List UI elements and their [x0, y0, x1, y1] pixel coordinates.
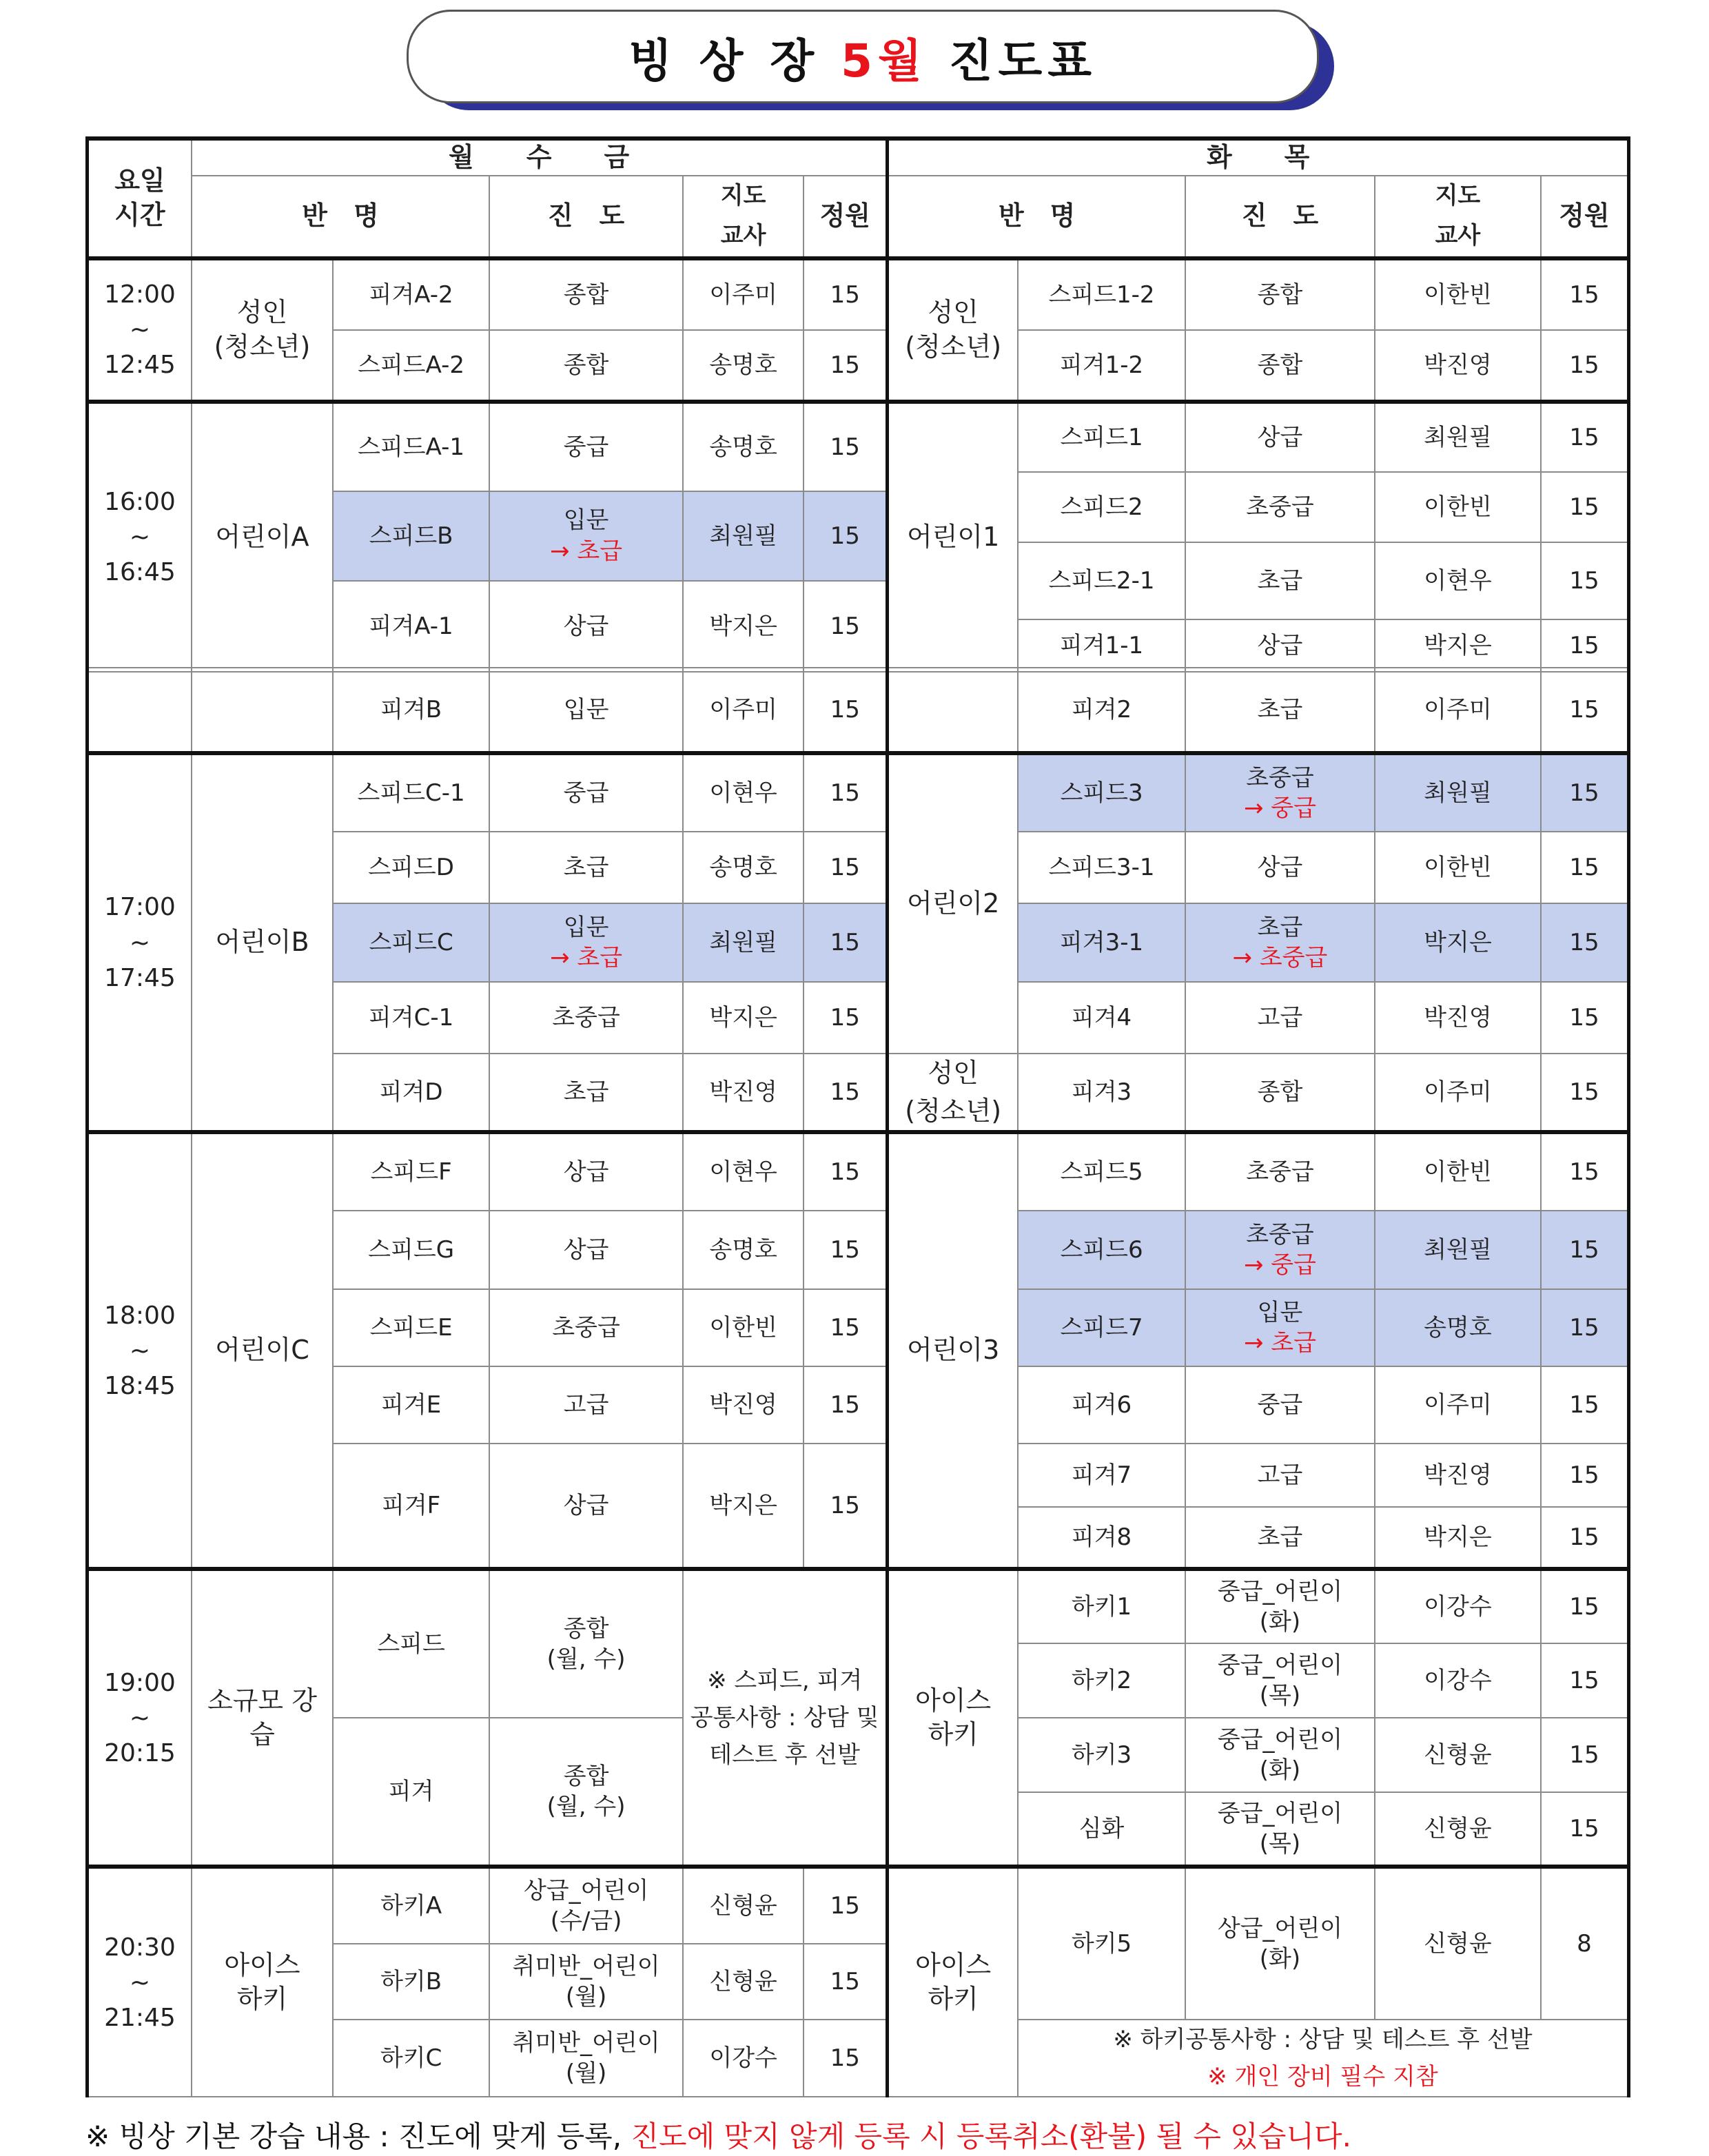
small-class-figure: 피겨 [333, 1718, 489, 1867]
class-level: 초중급 [1185, 1132, 1375, 1211]
class-teacher: 이현우 [683, 1132, 804, 1211]
small-class-speed: 스피드 [333, 1569, 489, 1718]
class-teacher: 송명호 [683, 402, 804, 491]
time-slot: 16:00 ~ 16:45 [88, 402, 192, 672]
class-teacher: 박지은 [683, 1444, 804, 1569]
class-capacity: 15 [804, 668, 888, 753]
right-class-header: 반 명 [888, 176, 1185, 258]
class-teacher: 이현우 [1375, 542, 1541, 619]
group-continued [192, 668, 333, 753]
class-level: 초급 [489, 1054, 683, 1132]
class-name: 스피드G [333, 1211, 489, 1289]
left-level-header: 진 도 [489, 176, 683, 258]
group-continued [888, 668, 1018, 753]
title-banner [407, 10, 1337, 113]
title-prefix: 빙 상 장 [628, 34, 820, 88]
small-note: ※ 스피드, 피겨 공통사항 : 상담 및 테스트 후 선발 [683, 1569, 888, 1867]
left-group-kids-c: 어린이C [192, 1132, 333, 1569]
class-level: 중급 [1185, 1366, 1375, 1444]
class-level: 상급 [1185, 832, 1375, 903]
class-name: 피겨2 [1018, 668, 1185, 753]
class-name: 스피드5 [1018, 1132, 1185, 1211]
right-group-adult-b: 성인 (청소년) [888, 1054, 1018, 1132]
class-teacher: 최원필 [1375, 753, 1541, 832]
class-capacity: 15 [1541, 330, 1629, 402]
time-slot: 19:00 ~ 20:15 [88, 1569, 192, 1867]
class-capacity: 15 [1541, 542, 1629, 619]
class-teacher: 이한빈 [683, 1289, 804, 1366]
class-capacity: 15 [804, 982, 888, 1054]
left-class-header: 반 명 [192, 176, 489, 258]
class-name: 심화 [1018, 1792, 1185, 1867]
class-name: 스피드C [333, 903, 489, 982]
class-name: 스피드B [333, 491, 489, 581]
class-level: 입문 → 초급 [489, 903, 683, 982]
schedule-table-continued [85, 667, 1630, 2097]
class-name: 하키B [333, 1944, 489, 2020]
class-teacher: 최원필 [1375, 1211, 1541, 1289]
class-name: 하키5 [1018, 1867, 1185, 2020]
class-capacity: 15 [1541, 1132, 1629, 1211]
class-teacher: 신형윤 [1375, 1792, 1541, 1867]
time-slot-continued [88, 668, 192, 753]
class-name: 피겨7 [1018, 1444, 1185, 1507]
class-name: 피겨3 [1018, 1054, 1185, 1132]
class-teacher: 이주미 [1375, 1054, 1541, 1132]
class-level: 초급 [1185, 1507, 1375, 1569]
class-capacity: 15 [1541, 982, 1629, 1054]
hockey-note-text: ※ 하키공통사항 : 상담 및 테스트 후 선발 [1113, 2025, 1533, 2053]
class-teacher: 이강수 [683, 2020, 804, 2097]
class-teacher: 이한빈 [1375, 832, 1541, 903]
class-level: 초급 [1185, 542, 1375, 619]
class-teacher: 이주미 [1375, 668, 1541, 753]
class-name: 스피드6 [1018, 1211, 1185, 1289]
title-suffix: 진도표 [948, 34, 1098, 88]
class-name: 스피드C-1 [333, 753, 489, 832]
small-level-figure: 종합 (월, 수) [489, 1718, 683, 1867]
class-capacity: 15 [804, 1054, 888, 1132]
class-name: 스피드F [333, 1132, 489, 1211]
class-name: 스피드1-2 [1018, 258, 1185, 330]
table-row [88, 1132, 1629, 1211]
class-level: 상급 [1185, 402, 1375, 472]
class-teacher: 박지은 [683, 581, 804, 672]
class-capacity: 15 [1541, 472, 1629, 542]
class-name: 피겨6 [1018, 1366, 1185, 1444]
small-level-speed: 종합 (월, 수) [489, 1569, 683, 1718]
class-teacher: 박지은 [1375, 903, 1541, 982]
class-teacher: 박진영 [1375, 1444, 1541, 1507]
class-level: 고급 [1185, 1444, 1375, 1507]
class-level: 초중급 [1185, 472, 1375, 542]
class-name: 하키A [333, 1867, 489, 1944]
class-teacher: 이강수 [1375, 1643, 1541, 1718]
class-name: 스피드1 [1018, 402, 1185, 472]
class-capacity: 15 [1541, 1366, 1629, 1444]
table-row [88, 753, 1629, 832]
class-teacher: 이한빈 [1375, 1132, 1541, 1211]
footnote-text: ※ 빙상 기본 강습 내용 : 진도에 맞게 등록, [85, 2119, 631, 2153]
footnote [85, 2114, 1670, 2155]
class-level: 초중급 [489, 982, 683, 1054]
class-name: 피겨B [333, 668, 489, 753]
class-name: 스피드3 [1018, 753, 1185, 832]
class-level: 초급 [1185, 668, 1375, 753]
class-capacity: 15 [804, 1132, 888, 1211]
class-teacher: 박지은 [683, 982, 804, 1054]
class-level: 중급_어린이 (화) [1185, 1569, 1375, 1643]
table-row [88, 258, 1629, 330]
right-capacity-header: 정원 [1541, 176, 1629, 258]
class-level: 초급 → 초중급 [1185, 903, 1375, 982]
class-level: 상급_어린이 (수/금) [489, 1867, 683, 1944]
class-level: 중급_어린이 (목) [1185, 1792, 1375, 1867]
class-teacher: 신형윤 [1375, 1867, 1541, 2020]
table-row [88, 402, 1629, 472]
class-level: 상급 [489, 1444, 683, 1569]
class-level: 초중급 [489, 1289, 683, 1366]
class-level: 입문 [489, 668, 683, 753]
header-row-2 [88, 176, 1629, 258]
class-capacity: 15 [804, 1289, 888, 1366]
class-level: 종합 [1185, 330, 1375, 402]
class-level: 초중급 → 중급 [1185, 1211, 1375, 1289]
class-teacher: 송명호 [1375, 1289, 1541, 1366]
class-level: 취미반_어린이 (월) [489, 1944, 683, 2020]
class-teacher: 이현우 [683, 753, 804, 832]
class-name: 스피드D [333, 832, 489, 903]
class-teacher: 박지은 [1375, 1507, 1541, 1569]
class-name: 스피드2 [1018, 472, 1185, 542]
right-group-kids-2: 어린이2 [888, 753, 1018, 1054]
class-name: 피겨4 [1018, 982, 1185, 1054]
class-teacher: 최원필 [1375, 402, 1541, 472]
right-group-hockey-a: 아이스 하키 [888, 1569, 1018, 1867]
class-name: 피겨A-1 [333, 581, 489, 672]
class-capacity: 15 [804, 1944, 888, 2020]
class-teacher: 박진영 [1375, 982, 1541, 1054]
class-teacher: 박진영 [1375, 330, 1541, 402]
class-teacher: 송명호 [683, 832, 804, 903]
table-row [88, 1867, 1629, 1944]
class-capacity: 15 [1541, 1569, 1629, 1643]
class-level: 종합 [1185, 258, 1375, 330]
class-teacher: 송명호 [683, 1211, 804, 1289]
tue-thu-header: 화 목 [888, 138, 1629, 176]
class-name: 피겨8 [1018, 1507, 1185, 1569]
right-level-header: 진 도 [1185, 176, 1375, 258]
class-teacher: 송명호 [683, 330, 804, 402]
class-level: 상급 [489, 1132, 683, 1211]
class-level: 종합 [489, 258, 683, 330]
class-level: 고급 [1185, 982, 1375, 1054]
hockey-warning: ※ 개인 장비 필수 지참 [1207, 2063, 1438, 2091]
class-capacity: 15 [1541, 1507, 1629, 1569]
class-name: 스피드3-1 [1018, 832, 1185, 903]
class-level: 중급 [489, 402, 683, 491]
class-capacity: 15 [804, 753, 888, 832]
class-level: 종합 [1185, 1054, 1375, 1132]
class-capacity: 15 [804, 1444, 888, 1569]
class-capacity: 15 [804, 491, 888, 581]
class-teacher: 최원필 [683, 903, 804, 982]
class-capacity: 15 [1541, 1643, 1629, 1718]
class-level: 초급 [489, 832, 683, 903]
class-capacity: 15 [1541, 619, 1629, 672]
class-capacity: 15 [804, 258, 888, 330]
class-teacher: 이주미 [683, 668, 804, 753]
time-slot: 18:00 ~ 18:45 [88, 1132, 192, 1569]
left-teacher-header: 지도 교사 [683, 176, 804, 258]
right-group-adult: 성인 (청소년) [888, 258, 1018, 402]
left-group-hockey: 아이스 하키 [192, 1867, 333, 2097]
class-level: 상급 [489, 581, 683, 672]
class-teacher: 신형윤 [1375, 1718, 1541, 1792]
day-time-header: 요일 시간 [88, 138, 192, 258]
class-capacity: 15 [804, 330, 888, 402]
title-month: 5월 [841, 34, 928, 88]
class-capacity: 15 [804, 1366, 888, 1444]
class-teacher: 박지은 [1375, 619, 1541, 672]
footnote-warning: 진도에 맞지 않게 등록 시 등록취소(환불) 될 수 있습니다. [631, 2119, 1351, 2153]
class-teacher: 신형윤 [683, 1944, 804, 2020]
class-level: 상급 [489, 1211, 683, 1289]
time-slot: 20:30 ~ 21:45 [88, 1867, 192, 2097]
class-level: 상급_어린이 (화) [1185, 1867, 1375, 2020]
class-capacity: 15 [804, 581, 888, 672]
class-capacity: 15 [804, 832, 888, 903]
class-name: 피겨F [333, 1444, 489, 1569]
class-capacity: 15 [1541, 402, 1629, 472]
class-teacher: 이주미 [1375, 1366, 1541, 1444]
class-name: 스피드A-2 [333, 330, 489, 402]
class-level: 고급 [489, 1366, 683, 1444]
class-capacity: 15 [1541, 1718, 1629, 1792]
right-teacher-header: 지도 교사 [1375, 176, 1541, 258]
class-teacher: 이주미 [683, 258, 804, 330]
class-capacity: 15 [1541, 903, 1629, 982]
class-name: 피겨A-2 [333, 258, 489, 330]
left-group-kids-a: 어린이A [192, 402, 333, 672]
class-capacity: 15 [1541, 832, 1629, 903]
class-name: 스피드2-1 [1018, 542, 1185, 619]
class-capacity: 15 [1541, 668, 1629, 753]
class-name: 스피드E [333, 1289, 489, 1366]
schedule-table [85, 136, 1630, 673]
class-level: 중급_어린이 (목) [1185, 1643, 1375, 1718]
class-capacity: 15 [1541, 1054, 1629, 1132]
class-level: 종합 [489, 330, 683, 402]
class-name: 피겨C-1 [333, 982, 489, 1054]
class-teacher: 이한빈 [1375, 472, 1541, 542]
class-capacity: 15 [1541, 258, 1629, 330]
class-capacity: 15 [804, 402, 888, 491]
class-capacity: 15 [1541, 1211, 1629, 1289]
class-level: 취미반_어린이 (월) [489, 2020, 683, 2097]
class-capacity: 15 [1541, 1289, 1629, 1366]
class-level: 중급 [489, 753, 683, 832]
class-name: 피겨3-1 [1018, 903, 1185, 982]
class-level: 입문 → 초급 [489, 491, 683, 581]
class-level: 상급 [1185, 619, 1375, 672]
header-row-1 [88, 138, 1629, 176]
class-capacity: 15 [804, 2020, 888, 2097]
class-level: 중급_어린이 (화) [1185, 1718, 1375, 1792]
class-capacity: 8 [1541, 1867, 1629, 2020]
time-slot: 17:00 ~ 17:45 [88, 753, 192, 1132]
class-name: 피겨1-1 [1018, 619, 1185, 672]
class-level: 초중급 → 중급 [1185, 753, 1375, 832]
class-teacher: 박진영 [683, 1366, 804, 1444]
class-teacher: 이한빈 [1375, 258, 1541, 330]
class-name: 하키2 [1018, 1643, 1185, 1718]
class-capacity: 15 [1541, 1444, 1629, 1507]
class-capacity: 15 [804, 1211, 888, 1289]
class-name: 피겨D [333, 1054, 489, 1132]
class-capacity: 15 [1541, 753, 1629, 832]
page-title [628, 24, 1097, 90]
class-name: 하키3 [1018, 1718, 1185, 1792]
right-group-kids-1: 어린이1 [888, 402, 1018, 672]
class-teacher: 신형윤 [683, 1867, 804, 1944]
class-capacity: 15 [1541, 1792, 1629, 1867]
class-level: 입문 → 초급 [1185, 1289, 1375, 1366]
table-row [88, 668, 1629, 753]
class-teacher: 박진영 [683, 1054, 804, 1132]
left-group-kids-b: 어린이B [192, 753, 333, 1132]
class-name: 스피드A-1 [333, 402, 489, 491]
class-teacher: 최원필 [683, 491, 804, 581]
right-group-kids-3: 어린이3 [888, 1132, 1018, 1569]
class-capacity: 15 [804, 903, 888, 982]
left-group-adult: 성인 (청소년) [192, 258, 333, 402]
title-pill [407, 10, 1319, 103]
class-teacher: 이강수 [1375, 1569, 1541, 1643]
mon-wed-fri-header: 월 수 금 [192, 138, 888, 176]
class-name: 스피드7 [1018, 1289, 1185, 1366]
left-capacity-header: 정원 [804, 176, 888, 258]
left-group-small: 소규모 강습 [192, 1569, 333, 1867]
class-name: 피겨1-2 [1018, 330, 1185, 402]
table-row [88, 1569, 1629, 1643]
time-slot: 12:00 ~ 12:45 [88, 258, 192, 402]
class-capacity: 15 [804, 1867, 888, 1944]
class-name: 하키C [333, 2020, 489, 2097]
class-name: 피겨E [333, 1366, 489, 1444]
class-name: 하키1 [1018, 1569, 1185, 1643]
right-group-hockey-b: 아이스 하키 [888, 1867, 1018, 2097]
hockey-note [1018, 2020, 1628, 2097]
